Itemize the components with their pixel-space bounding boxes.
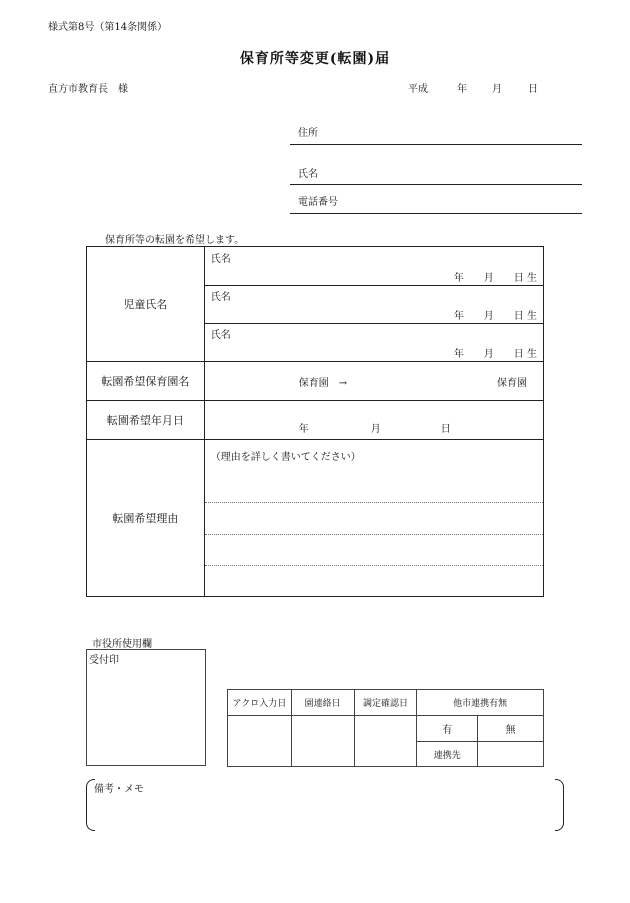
phone-line[interactable]	[290, 213, 582, 214]
transfer-date-cell[interactable]	[204, 401, 543, 440]
contact-value[interactable]	[291, 716, 354, 767]
name-label: 氏名	[298, 169, 318, 180]
child-name-label-2: 氏名	[210, 292, 231, 303]
nursery-row	[87, 362, 544, 401]
child-name-label-3: 氏名	[210, 330, 231, 341]
partner-label: 連携先	[417, 742, 478, 767]
reception-stamp-label: 受付印	[89, 655, 119, 666]
transfer-year: 年	[298, 424, 309, 435]
child-row	[87, 247, 544, 362]
acro-header: アクロ入力日	[228, 690, 292, 716]
contact-header: 園連絡日	[291, 690, 354, 716]
office-use-title: 市役所使用欄	[92, 639, 152, 650]
phone-label: 電話番号	[298, 197, 338, 208]
child-entries-cell	[204, 247, 543, 362]
acro-value[interactable]	[228, 716, 292, 767]
date-day: 日	[528, 84, 538, 95]
reason-cell[interactable]	[204, 440, 543, 597]
partner-value[interactable]	[478, 742, 544, 767]
office-status-table	[227, 689, 544, 767]
transfer-date-label: 転園希望年月日	[106, 414, 184, 427]
other-city-header: 他市連携有無	[417, 690, 544, 716]
other-city-no[interactable]: 無	[478, 716, 544, 742]
date-row	[87, 401, 544, 440]
survey-header: 調定確認日	[354, 690, 417, 716]
form-number: 様式第8号（第14条関係）	[48, 22, 168, 33]
survey-value[interactable]	[354, 716, 417, 767]
main-form-table	[86, 246, 544, 597]
child-label: 児童氏名	[123, 298, 168, 311]
reason-hint: （理由を詳しく書いてください）	[210, 452, 361, 463]
child-name-label-1: 氏名	[210, 254, 231, 265]
reason-label: 転園希望理由	[112, 512, 179, 525]
address-line[interactable]	[290, 144, 582, 145]
statement: 保育所等の転園を希望します。	[105, 235, 245, 246]
addressee: 直方市教育長 様	[48, 84, 128, 95]
child-birth-2: 年 月 日 生	[453, 311, 537, 322]
date-era: 平成	[408, 84, 428, 95]
nursery-label: 転園希望保育園名	[101, 375, 190, 388]
page-title: 保育所等変更(転園)届	[239, 51, 391, 67]
nursery-from: 保育園 →	[298, 378, 348, 389]
transfer-day: 日	[440, 424, 451, 435]
memo-label: 備考・メモ	[94, 784, 144, 795]
date-year: 年	[457, 84, 467, 95]
memo-bracket-right	[555, 779, 564, 831]
other-city-yes[interactable]: 有	[417, 716, 478, 742]
transfer-month: 月	[370, 424, 381, 435]
nursery-cell[interactable]	[204, 362, 543, 401]
address-label: 住所	[298, 128, 318, 139]
child-birth-3: 年 月 日 生	[453, 349, 537, 360]
reception-stamp-box	[86, 649, 206, 766]
nursery-to: 保育園	[497, 378, 527, 389]
child-label-cell	[87, 247, 205, 362]
date-month: 月	[492, 84, 502, 95]
name-line[interactable]	[290, 184, 582, 185]
child-birth-1: 年 月 日 生	[453, 273, 537, 284]
reason-row	[87, 440, 544, 597]
